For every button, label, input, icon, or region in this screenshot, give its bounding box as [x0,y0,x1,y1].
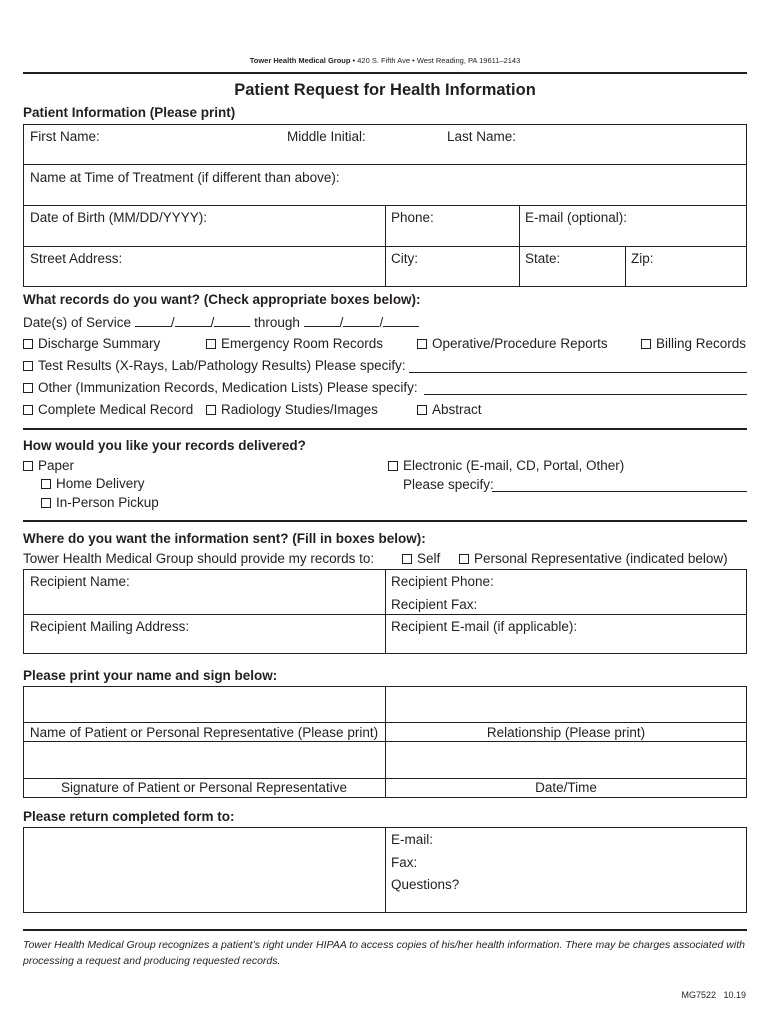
checkbox-icon[interactable] [23,383,33,393]
checkbox-icon[interactable] [206,405,216,415]
dates-of-service-label: Date(s) of Service [23,315,132,330]
electronic-option[interactable] [388,458,624,473]
checkbox-icon[interactable] [41,479,51,489]
option-label: Test Results (X-Rays, Lab/Pathology Results) Please specify: [38,358,406,373]
recipient-name-field[interactable]: Recipient Name: [30,574,130,589]
name-at-treatment-field[interactable]: Name at Time of Treatment (if different than above): [30,170,340,185]
row-divider [23,164,747,165]
service-start-year-field[interactable] [214,314,250,327]
billing-records-option[interactable] [641,336,746,351]
discharge-summary-option[interactable] [23,336,160,351]
option-label: Discharge Summary [38,336,161,351]
checkbox-icon[interactable] [388,461,398,471]
option-label: Electronic (E-mail, CD, Portal, Other) [403,458,625,473]
electronic-specify-line[interactable] [492,491,747,492]
option-label: Emergency Room Records [221,336,384,351]
option-label: Paper [38,458,75,473]
checkbox-icon[interactable] [417,405,427,415]
option-label: Operative/Procedure Reports [432,336,608,351]
datetime-label: Date/Time [535,780,597,795]
checkbox-icon[interactable] [417,339,427,349]
name-print-label: Name of Patient or Personal Representative (Please print) [29,725,379,740]
er-records-option[interactable] [206,336,383,351]
checkbox-icon[interactable] [641,339,651,349]
relationship-label: Relationship (Please print) [486,725,646,740]
header-divider [23,72,747,74]
col-divider [519,205,520,287]
section-divider [23,520,747,522]
col-divider [385,205,386,287]
service-end-month-field[interactable] [304,314,340,327]
service-start-month-field[interactable] [135,314,171,327]
operative-reports-option[interactable] [417,336,608,351]
option-label: Self [417,551,441,566]
name-print-field[interactable] [24,687,384,721]
checkbox-icon[interactable] [41,498,51,508]
sent-heading: Where do you want the information sent? (Fill in boxes below): [23,531,426,546]
state-field[interactable]: State: [525,251,561,266]
home-delivery-option[interactable] [41,476,145,491]
service-end-day-field[interactable] [343,314,379,327]
hipaa-notice: Tower Health Medical Group recognizes a patient’s right under HIPAA to access copies of his/her health information. There may be charges associated with processing a request and producing requested records. [23,939,745,967]
return-heading: Please return completed form to: [23,809,235,824]
other-specify-line[interactable] [424,394,747,395]
middle-initial-field[interactable]: Middle Initial: [287,129,366,144]
datetime-field[interactable] [386,742,746,777]
other-records-option[interactable] [23,380,418,395]
through-label: through [254,315,300,330]
paper-option[interactable] [23,458,74,473]
patient-info-heading: Patient Information (Please print) [23,105,236,120]
return-questions-label: Questions? [391,877,460,892]
test-results-option[interactable] [23,358,406,373]
test-results-specify-line[interactable] [409,372,747,373]
checkbox-icon[interactable] [23,361,33,371]
option-label: Complete Medical Record [38,402,194,417]
in-person-pickup-option[interactable] [41,495,159,510]
option-label: Billing Records [656,336,747,351]
return-email-label: E-mail: [391,832,434,847]
checkbox-icon[interactable] [23,405,33,415]
service-start-day-field[interactable] [175,314,211,327]
self-option[interactable] [402,551,440,566]
service-end-year-field[interactable] [383,314,419,327]
electronic-specify-label: Please specify: [403,477,494,492]
recipient-email-field[interactable]: Recipient E-mail (if applicable): [391,619,578,634]
section-divider [23,428,747,430]
option-label: Abstract [432,402,482,417]
checkbox-icon[interactable] [459,554,469,564]
checkbox-icon[interactable] [23,461,33,471]
complete-record-option[interactable] [23,402,193,417]
last-name-field[interactable]: Last Name: [447,129,517,144]
org-name: Tower Health Medical Group [249,56,351,65]
abstract-option[interactable] [417,402,482,417]
recipient-address-field[interactable]: Recipient Mailing Address: [30,619,190,634]
first-name-field[interactable]: First Name: [30,129,100,144]
form-code: MG7522 10.19 [681,990,746,1000]
dates-of-service-row: Date(s) of Service / / through / / [23,314,419,330]
recipient-phone-field[interactable]: Recipient Phone: [391,574,494,589]
signature-field[interactable] [24,742,384,777]
checkbox-icon[interactable] [206,339,216,349]
return-fax-label: Fax: [391,855,418,870]
option-label: In-Person Pickup [56,495,159,510]
option-label: Home Delivery [56,476,145,491]
checkbox-icon[interactable] [23,339,33,349]
return-address-field [24,828,384,912]
col-divider [385,827,386,913]
relationship-field[interactable] [386,687,746,721]
provide-records-label: Tower Health Medical Group should provide my records to: [23,551,375,566]
option-label: Personal Representative (indicated below) [474,551,728,566]
phone-field[interactable]: Phone: [391,210,434,225]
option-label: Other (Immunization Records, Medication Lists) Please specify: [38,380,418,395]
records-heading: What records do you want? (Check appropriate boxes below): [23,292,421,307]
org-address: • 420 S. Fifth Ave • West Reading, PA 19611–2143 [350,56,521,65]
dob-field[interactable]: Date of Birth (MM/DD/YYYY): [30,210,208,225]
signature-label: Signature of Patient or Personal Representative [61,780,347,795]
col-divider [385,569,386,654]
recipient-fax-field[interactable]: Recipient Fax: [391,597,478,612]
footer-divider [23,929,747,931]
option-label: Radiology Studies/Images [221,402,378,417]
checkbox-icon[interactable] [402,554,412,564]
header-address-line [0,56,770,65]
delivery-heading: How would you like your records delivered? [23,438,306,453]
street-address-field[interactable]: Street Address: [30,251,123,266]
personal-rep-option[interactable] [459,551,728,566]
zip-field[interactable]: Zip: [631,251,654,266]
page-title: Patient Request for Health Information [234,81,536,99]
email-field[interactable]: E-mail (optional): [525,210,628,225]
city-field[interactable]: City: [391,251,418,266]
col-divider [625,246,626,287]
sign-heading: Please print your name and sign below: [23,668,278,683]
radiology-option[interactable] [206,402,378,417]
